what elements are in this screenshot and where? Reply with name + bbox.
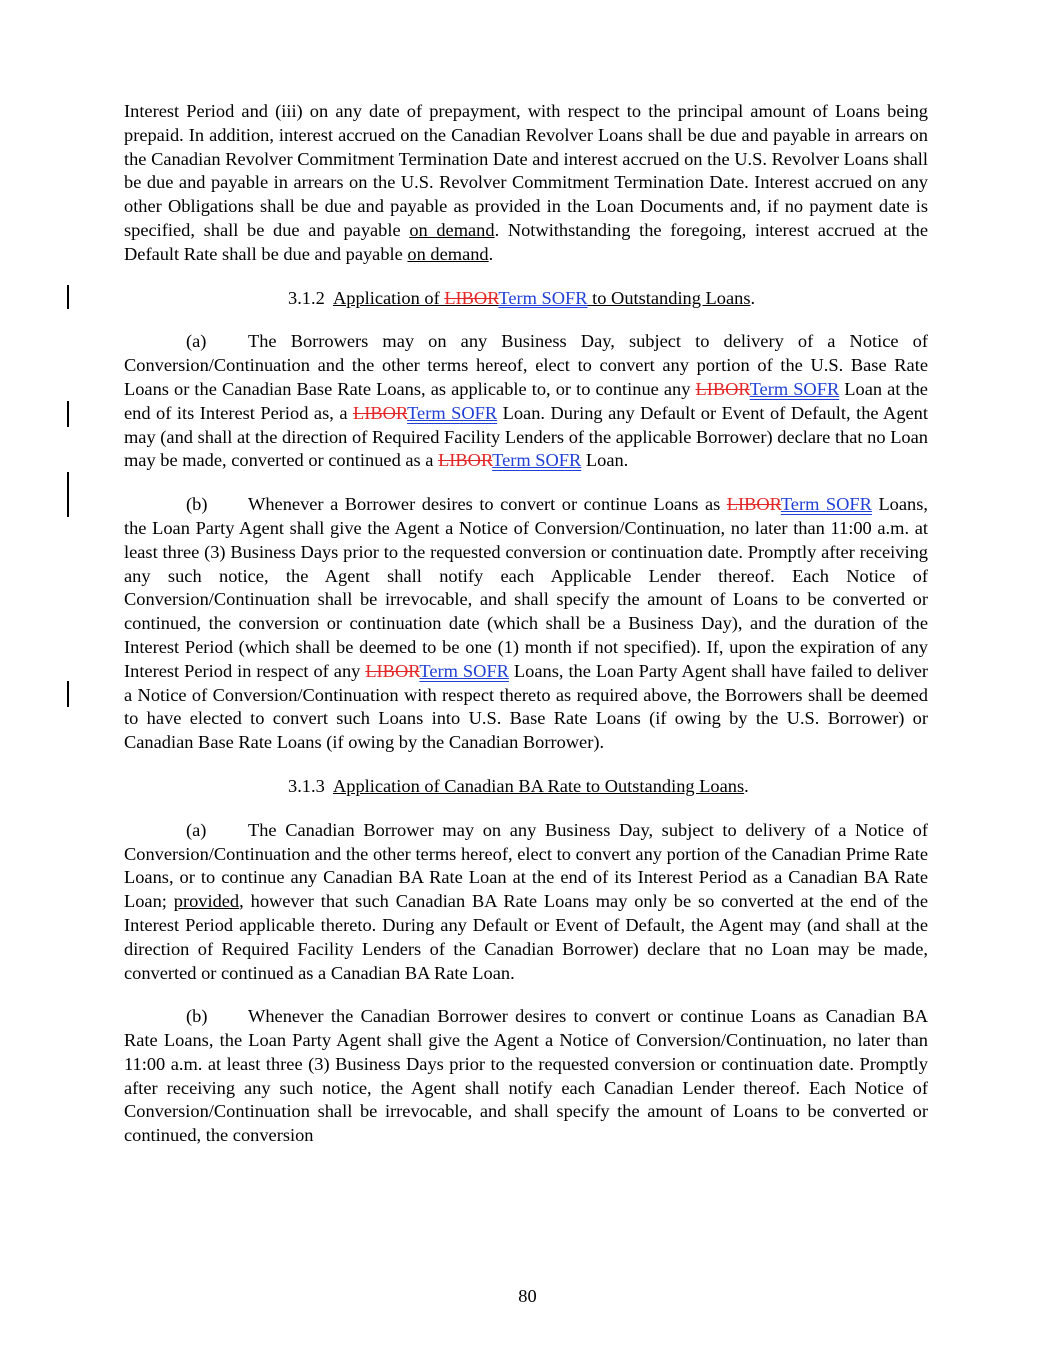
clause-label: (b) — [186, 1006, 208, 1027]
clause-label: (b) — [186, 494, 208, 515]
section-3-1-2-b-paragraph: (b) Whenever a Borrower desires to convert or continue Loans as LIBORTerm SOFR Loans, the Loan Party Agent shall give the Agent a Notice of Conversion/Continuation, no later than 11:00 a.m. at least three (3) Business Days prior to the requested conversion or continuation date. Promptly after receiving any such notice, the Agent shall notify each Applicable Lender thereof. Each Notice of Conversion/Continuation shall be irrevocable, and shall specify the amount of Loans to be converted or continued, the conversion or continuation date (which shall be a Business Day), and the duration of the Interest Period (which shall be deemed to be one (1) month if not specified). If, upon the expiration of any Interest Period in respect of any LIBORTerm SOFR Loans, the Loan Party Agent shall have failed to deliver a Notice of Conversion/Continuation with respect thereto as required above, the Borrowers shall be deemed to have elected to convert such Loans into U.S. Base Rate Loans (if owing by the U.S. Borrower) or Canadian Base Rate Loans (if owing by the Canadian Borrower). — [124, 493, 928, 755]
on-demand-underlined: on demand — [407, 243, 489, 264]
clause-label: (a) — [186, 819, 207, 840]
deleted-text: LIBOR — [444, 287, 499, 308]
deleted-text: LIBOR — [726, 494, 781, 515]
deleted-text: LIBOR — [353, 402, 408, 423]
document-page — [124, 100, 928, 1168]
inserted-text: Term SOFR — [749, 378, 840, 399]
inserted-text: Term SOFR — [780, 494, 872, 515]
deleted-text: LIBOR — [695, 378, 750, 399]
change-bar — [67, 681, 69, 707]
deleted-text: LIBOR — [438, 450, 493, 471]
section-title: Application of Canadian BA Rate to Outstanding Loans — [332, 775, 745, 796]
inserted-text: Term SOFR — [492, 450, 582, 471]
inserted-text: Term SOFR — [419, 660, 509, 681]
change-bar — [67, 491, 69, 517]
section-3-1-2-heading: 3.1.2 Application of LIBORTerm SOFR to Outstanding Loans. — [124, 287, 928, 311]
on-demand-underlined: on demand — [409, 219, 495, 240]
section-number: 3.1.3 — [288, 775, 325, 796]
change-bar — [67, 285, 69, 309]
section-number: 3.1.2 — [288, 287, 325, 308]
change-bar — [67, 401, 69, 427]
inserted-text: Term SOFR — [498, 287, 588, 308]
inserted-text: Term SOFR — [407, 402, 498, 423]
section-3-1-3-a-paragraph: (a) The Canadian Borrower may on any Business Day, subject to delivery of a Notice of Conversion/Continuation and the other terms hereof, elect to convert any portion of the Canadian Prime Rate Loans, or to continue any Canadian BA Rate Loan at the end of its Interest Period as a Canadian BA Rate Loan; provided, however that such Canadian BA Rate Loans may only be so converted at the end of the Interest Period applicable thereto. During any Default or Event of Default, the Agent may (and shall at the direction of Required Facility Lenders of the Canadian Borrower) declare that no Loan may be made, converted or continued as a Canadian BA Rate Loan. — [124, 819, 929, 983]
section-3-1-3-heading: 3.1.3 Application of Canadian BA Rate to Outstanding Loans. — [288, 775, 749, 796]
clause-label: (a) — [186, 331, 207, 352]
provided-underlined: provided — [173, 891, 240, 912]
section-3-1-2-a-paragraph: (a) The Borrowers may on any Business Day, subject to delivery of a Notice of Conversion/Continuation and the other terms hereof, elect to convert any portion of the U.S. Base Rate Loans or the Canadian Base Rate Loans, as applicable to, or to continue any LIBORTerm SOFR Loan at the end of its Interest Period as, a LIBORTerm SOFR Loan. During any Default or Event of Default, the Agent may (and shall at the direction of Required Facility Lenders of the applicable Borrower) declare that no Loan may be made, converted or continued as a LIBORTerm SOFR Loan. — [124, 330, 928, 473]
section-3-1-3-b-paragraph: (b) Whenever the Canadian Borrower desires to convert or continue Loans as Canadian BA Rate Loans, the Loan Party Agent shall give the Agent a Notice of Conversion/Continuation, no later than 11:00 a.m. at least three (3) Business Days prior to the requested conversion or continuation date. Promptly after receiving any such notice, the Agent shall notify each Canadian Lender thereof. Each Notice of Conversion/Continuation shall be irrevocable, and shall specify the amount of Loans to be converted or continued, the conversion — [124, 1006, 928, 1146]
interest-payment-continuation-paragraph: Interest Period and (iii) on any date of prepayment, with respect to the principal amount of Loans being prepaid. In addition, interest accrued on the Canadian Revolver Loans shall be due and payable in arrears on the Canadian Revolver Commitment Termination Date and interest accrued on the U.S. Revolver Loans shall be due and payable in arrears on the U.S. Revolver Commitment Termination Date. Interest accrued on any other Obligations shall be due and payable as provided in the Loan Documents and, if no payment date is specified, shall be due and payable on demand. Notwithstanding the foregoing, interest accrued at the Default Rate shall be due and payable on demand. — [124, 101, 928, 264]
deleted-text: LIBOR — [365, 660, 420, 681]
section-title: Application of LIBORTerm SOFR to Outstanding Loans — [332, 287, 751, 308]
page-number: 80 — [518, 1286, 537, 1306]
